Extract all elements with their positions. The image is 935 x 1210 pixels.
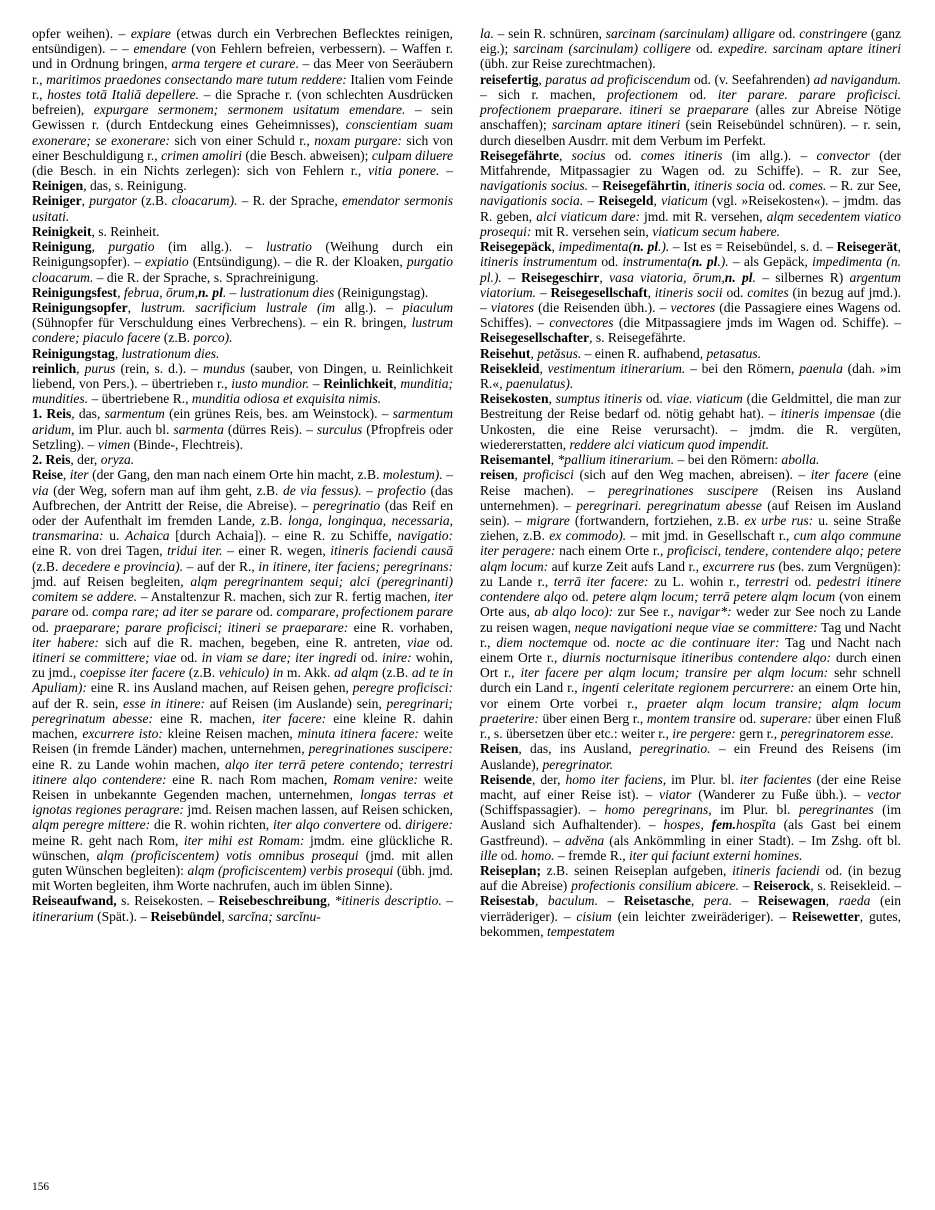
page-number: 156 (32, 1181, 50, 1193)
dictionary-entry: Reisekleid, vestimentum itinerarium. – bei den Römern, paenula (dah. »im R.«, paenulatus). (480, 360, 901, 392)
dictionary-entry: Reinigung, purgatio (im allg.). – lustratio (Weihung durch ein Reinigungsopfer). – expiatio (Entsündigung). – die R. der Kloaken, purgatio cloacarum. – die R. der Sprache, s. Sprachreinigung. (32, 239, 454, 285)
dictionary-entry: Reinigkeit, s. Reinheit. (32, 223, 160, 239)
dictionary-entry: reisefertig, paratus ad proficiscendum od. (v. Seefahrenden) ad navigandum. – sich r. machen, profectionem od. iter parare. parare proficisci. profectionem praeparare. itineri se praeparare (alles zur Abreise Nötige anschaffen); sarcinam aptare itineri (sein Reisebündel schnüren). – r. sein, durch dieselben Ausdrr. mit dem Verbum im Perfekt. (480, 71, 901, 148)
dictionary-entry: reisen, proficisci (sich auf den Weg machen, abreisen). – iter facere (eine Reise machen). – peregrinationes suscipere (Reisen ins Ausland unternehmen). – peregrinari. peregrinatum abesse (auf Reisen im Ausland sein). – migrare (fortwandern, fortziehen, z.B. ex urbe rus: u. seine Straße ziehen, z.B. ex commodo). – mit jmd. in Gesellschaft r., cum alqo commune iter peragere: nach einem Orte r., proficisci, tendere, contendere alqo; petere alqm locum: auf kurze Zeit aufs Land r., excurrere rus (bes. zum Vergnügen): zu Lande r., terrā iter facere: zu L. wohin r., terrestri od. pedestri itinere contendere alqo od. petere alqm locum; terrā petere alqm locum (von einem Orte aus, ab alqo loco): zur See r., navigar*: weder zur See noch zu Lande zu reisen wagen, neque navigationi neque viae se committere: Tag und Nacht r., diem noctemque od. nocte ac die continuare iter: Tag und Nacht nach einem Orte r., diurnis nocturnisque itineribus contendere alqo: durch einen Ort r., iter facere per alqm locum; transire per alqm locum: sehr schnell durch ein Land r., ingenti celeritate regionem percurrere: an einem Orte hin, vor einem Orte vorbei r., praeter alqm locum transire; alqm locum praeterire: über einen Berg r., montem transire od. superare: über einen Fluß r., s. übersetzen über etc.: weiter r., ire pergere: gern r., peregrinatorem esse. (480, 467, 902, 742)
dictionary-entry: Reiseplan; z.B. seinen Reiseplan aufgeben, itineris faciendi od. (in bezug auf die Abreise) profectionis consilium abicere. – Reiserock, s. Reisekleid. – Reisestab, baculum. – Reisetasche, pera. – Reisewagen, raeda (ein vierräderiger). – cisium (ein leichter zweiräderiger). – Reisewetter, gutes, bekommen, tempestatem (480, 863, 902, 939)
dictionary-entry: 1. Reis, das, sarmentum (ein grünes Reis, bes. am Weinstock). – sarmentum aridum, im Plur. auch bl. sarmenta (dürres Reis). – surculus (Pfropfreis oder Setzling). – vimen (Binde-, Flechtreis). (32, 406, 454, 452)
left-text-column (32, 26, 453, 924)
dictionary-entry: 2. Reis, der, oryza. (32, 452, 135, 468)
dictionary-entry: Reisegefährte, socius od. comes itineris (im allg.). – convector (der Mitfahrende, Mitpassagier zu Wagen od. zu Schiffe). – R. zur See, navigationis socius. – Reisegefährtin, itineris socia od. comes. – R. zur See, navigationis socia. – Reisegeld, viaticum (vgl. »Reisekosten«). – jmdm. das R. geben, alci viaticum dare: jmd. mit R. versehen, alqm secedentem viatico prosequi: mit R. versehen sein, viaticum secum habere. (480, 147, 902, 239)
dictionary-entry: Reinigungsopfer, lustrum. sacrificium lustrale (im allg.). – piaculum (Sühnopfer für Verschuldung eines Verbrechens). – ein R. bringen, lustrum condere; piaculo facere (z.B. porco). (32, 299, 453, 346)
dictionary-entry: Reisegepäck, impedimenta(n. pl.). – Ist es = Reisebündel, s. d. – Reisegerät, itineris instrumentum od. instrumenta(n. pl.). – als Gepäck, impedimenta (n. pl.). – Reisegeschirr, vasa viatoria, ōrum,n. pl. – silbernes R) argentum viatorium. – Reisegesellschaft, itineris socii od. comites (in bezug auf jmd.). – viatores (die Reisenden übh.). – vectores (die Passagiere eines Wagens od. Schiffes). – convectores (die Mitpassagiere jmds im Wagen od. Schiffe). – Reisegesellschafter, s. Reisegefährte. (480, 239, 901, 346)
dictionary-entry: Reisemantel, *pallium itinerarium. – bei den Römern: abolla. (480, 452, 820, 468)
dictionary-entry: Reisehut, petăsus. – einen R. aufhabend, petasatus. (480, 345, 762, 361)
dictionary-entry: opfer weihen). – expiare (etwas durch ein Verbrechen Beflecktes reinigen, entsündigen). – – emendare (von Fehlern befreien, verbessern). – Waffen r. und in Ordnung bringen, arma tergere et curare. – das Meer von Seeräubern r., maritimos praedones consectando mare tutum reddere: Italien vom Feinde r., hostes totā Italiā depellere. – die Sprache r. (von schlechten Ausdrücken befreien), expurgare sermonem; sermonem usitatum emendare. – sein Gewissen r. (durch Entdeckung eines Geheimnisses), conscientiam suam exonerare; se exonerare: sich von einer Schuld r., noxam purgare: sich von einer Beschuldigung r., crimen amoliri (die Besch. abweisen); culpam diluere (die Besch. in ein Nichts zerlegen): sich von Fehlern r., vitia ponere. – Reinigen, das, s. Reinigung. (32, 26, 454, 194)
dictionary-entry: Reinigungsfest, februa, ōrum,n. pl. – lustrationum dies (Reinigungstag). (32, 284, 429, 300)
dictionary-entry: Reisende, der, homo iter faciens, im Plur. bl. iter facientes (der eine Reise macht, auf einer Reise ist). – viator (Wanderer zu Fuße übh.). – vector (Schiffspassagier). – homo peregrinans, im Plur. bl. peregrinantes (im Ausland sich Aufhaltender). – hospes, fem.hospĭta (als Gast bei einem Gastfreund). – advĕna (als Ankömmling in einer Stadt). – Im Zshg. oft bl. ille od. homo. – fremde R., iter qui faciunt externi homines. (480, 771, 901, 863)
dictionary-entry: Reiniger, purgator (z.B. cloacarum). – R. der Sprache, emendator sermonis usitati. (32, 193, 454, 224)
right-text-column (480, 26, 901, 939)
dictionary-entry: Reisekosten, sumptus itineris od. viae. viaticum (die Geldmittel, die man zur Bestreitung der Reise bedarf od. nötig gehabt hat). – itineris impensae (die Unkosten, die eine Reise verursacht). – jmdm. die R. vergüten, wiedererstatten, reddere alci viaticum quod impendit. (480, 391, 902, 452)
dictionary-entry: la. – sein R. schnüren, sarcinam (sarcinulam) alligare od. constringere (ganz eig.); sarcinam (sarcinulam) colligere od. expedire. sarcinam aptare itineri (übh. zur Reise zurechtmachen). (480, 26, 901, 72)
dictionary-entry: reinlich, purus (rein, s. d.). – mundus (sauber, von Dingen, u. Reinlichkeit liebend, von Pers.). – übertrieben r., iusto mundior. – Reinlichkeit, munditia; mundities. – übertriebene R., munditia odiosa et exquisita nimis. (32, 360, 454, 407)
dictionary-entry: Reiseaufwand, s. Reisekosten. – Reisebeschreibung, *itineris descriptio. – itinerarium (Spät.). – Reisebündel, sarcĭna; sarcĭnu- (32, 893, 453, 924)
dictionary-entry: Reise, iter (der Gang, den man nach einem Orte hin macht, z.B. molestum). – via (der Weg, sofern man auf ihm geht, z.B. de via fessus). – profectio (das Aufbrechen, der Antritt der Reise, die Abreise). – peregrinatio (das Reif en oder der Aufenthalt im fremden Lande, z.B. longa, longinqua, necessaria, transmarina: u. Achaica [durch Achaia]). – eine R. zu Schiffe, navigatio: eine R. von drei Tagen, tridui iter. – einer R. wegen, itineris faciendi causā (z.B. decedere e provincia). – auf der R., in itinere, iter faciens; peregrinans: jmd. auf Reisen begleiten, alqm peregrinantem sequi; alci (peregrinanti) comitem se addere. – Anstaltenzur R. machen, sich zur R. fertig machen, iter parare od. compa rare; ad iter se parare od. comparare, profectionem parare od. praeparare; parare proficisci; itineri se praeparare: eine R. vorhaben, iter habere: sich auf die R. machen, begeben, eine R. antreten, viae od. itineri se committere; viae od. in viam se dare; iter ingredi od. inire: wohin, zu jmd., coepisse iter facere (z.B. vehiculo) in m. Akk. ad alqm (z.B. ad te in Apuliam): eine R. ins Ausland machen, auf Reisen gehen, peregre proficisci: auf der R. sein, esse in itinere: auf Reisen (im Auslande) sein, peregrinari; peregrinatum abesse: eine R. machen, iter facere: eine kleine R. dahin machen, excurrere isto: kleine Reisen machen, minuta itinera facere: weite Reisen (in fremde Länder) machen, unternehmen, peregrinationes suscipere: eine R. zu Lande wohin machen, alqo iter terrā petere contendo; terrestri itinere alqo contendere: eine R. nach Rom machen, Romam venire: weite Reisen in unbekannte Gegenden machen, unternehmen, longas terras et ignotas regiones peragrare: jmd. Reisen machen lassen, auf Reisen schicken, alqm peregre mittere: die R. wohin richten, iter alqo convertere od. dirigere: meine R. geht nach Rom, iter mihi est Romam: jmdm. eine glückliche R. wünschen, alqm (proficiscentem) votis omnibus prosequi (jmd. mit allen guten Wünschen begleiten): alqm (proficiscentem) verbis prosequi (übh. jmd. mit Worten begleiten, ihm Worte nachrufen, auch im üblen Sinne). (32, 467, 454, 894)
dictionary-entry: Reinigungstag, lustrationum dies. (32, 345, 220, 361)
dictionary-entry: Reisen, das, ins Ausland, peregrinatio. – ein Freund des Reisens (im Auslande), peregrinator. (480, 741, 901, 772)
two-column-text-body (32, 26, 907, 939)
